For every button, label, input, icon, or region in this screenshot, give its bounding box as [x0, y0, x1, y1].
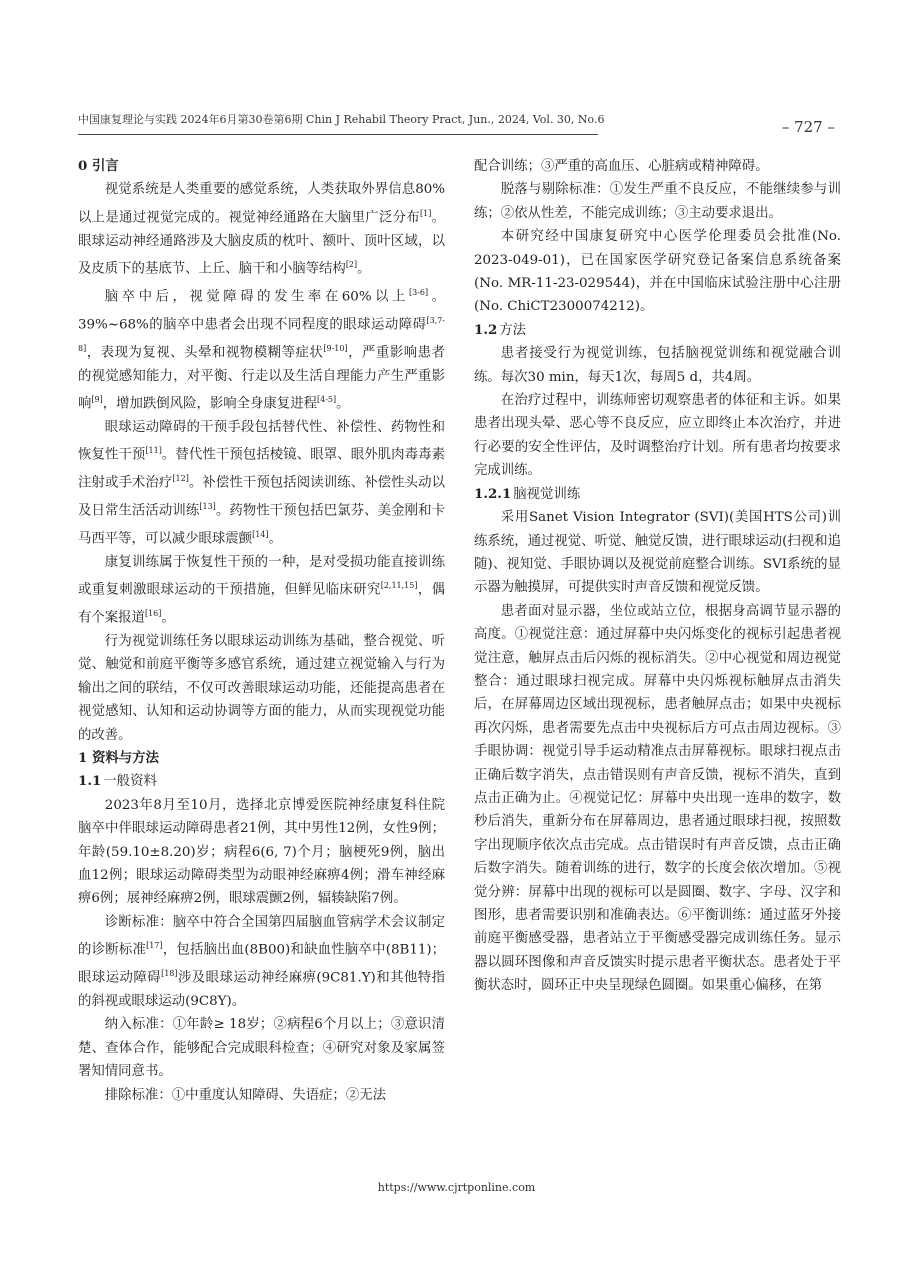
- body-paragraph: 行为视觉训练任务以眼球运动训练为基础，整合视觉、听觉、触觉和前庭平衡等多感官系统，通过建立视觉输入与行为输出之间的联结，不仅可改善眼球运动功能，还能提高患者在视觉感知、认知和运动协调等方面的能力，从而实现视觉功能的改善。: [78, 633, 445, 743]
- citation-ref: [3,7-8]: [78, 315, 445, 353]
- body-paragraph: 康复训练属于恢复性干预的一种，是对受损功能直接训练或重复刺激眼球运动的干预措施，但鲜见临床研究[2,11,15]，偶有个案报道[16]。: [78, 554, 446, 626]
- body-paragraph: 2023年8月至10月，选择北京博爱医院神经康复科住院脑卒中伴眼球运动障碍患者21例，其中男性12例，女性9例；年龄(59.10±8.20)岁；病程6(6, 7)个月；脑梗死9例，脑出血12例；眼球运动障碍类型为动眼神经麻痹4例；滑车神经麻痹6例；展神经麻痹2例，眼球震颤2例，辐辏缺陷7例。: [78, 797, 445, 907]
- body-paragraph: 患者接受行为视觉训练，包括脑视觉训练和视觉融合训练。每次30 min，每天1次，每周5 d，共4周。: [474, 346, 841, 385]
- subsection-title: 脑视觉训练: [513, 486, 581, 502]
- subsection-heading: [474, 319, 841, 342]
- body-paragraph: 视觉系统是人类重要的感觉系统，人类获取外界信息80%以上是通过视觉完成的。视觉神经通路在大脑里广泛分布[1]。眼球运动神经通路涉及大脑皮质的枕叶、额叶、顶叶区域，以及皮质下的基底节、上丘、脑干和小脑等结构[2]。: [78, 182, 446, 277]
- citation-ref: [11]: [145, 446, 162, 456]
- body-paragraph: 脑卒中后，视觉障碍的发生率在60%以上[3-6]。39%~68%的脑卒中患者会出现不同程度的眼球运动障碍[3,7-8]，表现为复视、头晕和视物模糊等症状[9-10]，严重影响患者的视觉感知能力，对平衡、行走以及生活自理能力产生严重影响[9]，增加跌倒风险，影响全身康复进程[4-5]。: [78, 287, 446, 412]
- citation-ref: [4-5]: [316, 395, 337, 404]
- subsection-number: 1.2.1: [474, 485, 512, 502]
- citation-ref: [16]: [144, 609, 162, 619]
- body-paragraph: 本研究经中国康复研究中心医学伦理委员会批准(No. 2023-049-01)，已在国家医学研究登记备案信息系统备案(No. MR-11-23-029544)，并在中国临床试验注册中心注册(No. ChiCT2300074212)。: [474, 229, 841, 315]
- citation-ref: [2]: [345, 260, 358, 270]
- subsection-number: 1.1: [78, 773, 102, 790]
- citation-ref: [1]: [419, 208, 432, 218]
- body-paragraph: 眼球运动障碍的干预手段包括替代性、补偿性、药物性和恢复性干预[11]。替代性干预包括棱镜、眼罩、眼外肌肉毒毒素注射或手术治疗[12]。补偿性干预包括阅读训练、补偿性头动以及日常生活活动训练[13]。药物性干预包括巴氯芬、美金刚和卡马西平等，可以减少眼球震颤[14]。: [78, 419, 446, 547]
- body-paragraph: 在治疗过程中，训练师密切观察患者的体征和主诉。如果患者出现头晕、恶心等不良反应，应立即终止本次治疗，并进行必要的安全性评估，及时调整治疗计划。所有患者均按要求完成训练。: [474, 393, 841, 479]
- body-paragraph: 排除标准：①中重度认知障碍、失语症；②无法: [104, 1087, 386, 1103]
- citation-ref: [17]: [146, 941, 163, 951]
- body-paragraph: 配合训练；③严重的高血压、心脏病或精神障碍。: [474, 159, 769, 174]
- subsection-title: 一般资料: [103, 774, 157, 790]
- citation-ref: [9]: [91, 395, 103, 404]
- running-header: 中国康复理论与实践 2024年6月第30卷第6期 Chin J Rehabil Theory Pract, Jun., 2024, Vol. 30, No.6: [78, 113, 605, 126]
- subsection-number: 1.2: [474, 321, 498, 338]
- footer-url[interactable]: https://www.cjrtponline.com: [377, 1181, 536, 1194]
- body-paragraph: 患者面对显示器，坐位或站立位，根据身高调节显示器的高度。①视觉注意：通过屏幕中央闪烁变化的视标引起患者视觉注意，触屏点击后闪烁的视标消失。②中心视觉和周边视觉整合：通过眼球扫视完成。屏幕中央闪烁视标触屏点击消失后，在屏幕周边区域出现视标，患者触屏点击；如果中央视标再次闪烁，患者需要先点击中央视标后方可点击周边视标。③手眼协调：视觉引导手运动精准点击屏幕视标。眼球扫视点击正确后数字消失，点击错误则有声音反馈，视标不消失，直到点击正确为止。④视觉记忆：屏幕中央出现一连串的数字，数秒后消失，重新分布在屏幕周边，患者通过眼球扫视，按照数字出现顺序依次点击完成。点击错误时有声音反馈，点击正确后数字消失。随着训练的进行，数字的长度会依次增加。⑤视觉分辨：屏幕中出现的视标可以是圆圈、数字、字母、汉字和图形，患者需要识别和准确表达。⑥平衡训练：通过蓝牙外接前庭平衡感受器，患者站立于平衡感受器完成训练任务。显示器以圆环图像和声音反馈实时提示患者平衡状态。患者处于平衡状态时，圆环正中央呈现绿色圆圈。如果重心偏移，在第: [474, 603, 841, 994]
- citation-ref: [9-10]: [323, 343, 348, 353]
- subsection-heading: [78, 770, 445, 793]
- header-rule: [78, 134, 598, 135]
- section-heading: 0 引言: [78, 158, 119, 174]
- citation-ref: [14]: [252, 529, 269, 539]
- subsection-heading: [474, 483, 841, 506]
- citation-ref: [13]: [199, 502, 216, 512]
- citation-ref: [18]: [161, 969, 178, 979]
- citation-ref: [2,11,15]: [380, 581, 418, 591]
- page-number: – 727 –: [781, 118, 835, 136]
- subsection-title: 方法: [499, 322, 527, 338]
- right-column: [474, 155, 841, 998]
- left-column: [78, 155, 445, 1107]
- body-paragraph: 脱落与剔除标准：①发生严重不良反应，不能继续参与训练；②依从性差，不能完成训练；③主动要求退出。: [474, 182, 841, 221]
- body-paragraph: 诊断标准：脑卒中符合全国第四届脑血管病学术会议制定的诊断标准[17]，包括脑出血(8B00)和缺血性脑卒中(8B11)；眼球运动障碍[18]涉及眼球运动神经麻痹(9C81.Y)和其他特指的斜视或眼球运动(9C8Y)。: [78, 914, 446, 1009]
- body-paragraph: 纳入标准：①年龄≥ 18岁；②病程6个月以上；③意识清楚、查体合作，能够配合完成眼科检查；④研究对象及家属签署知情同意书。: [78, 1017, 445, 1080]
- section-heading: 1 资料与方法: [78, 749, 159, 766]
- citation-ref: [12]: [172, 474, 189, 484]
- body-paragraph: 采用Sanet Vision Integrator (SVI)(美国HTS公司)训练系统，通过视觉、听觉、触觉反馈，进行眼球运动(扫视和追随)、视知觉、手眼协调以及视觉前庭整合训练。SVI系统的显示器为触摸屏，可提供实时声音反馈和视觉反馈。: [474, 510, 841, 596]
- citation-ref: [3-6]: [408, 287, 429, 297]
